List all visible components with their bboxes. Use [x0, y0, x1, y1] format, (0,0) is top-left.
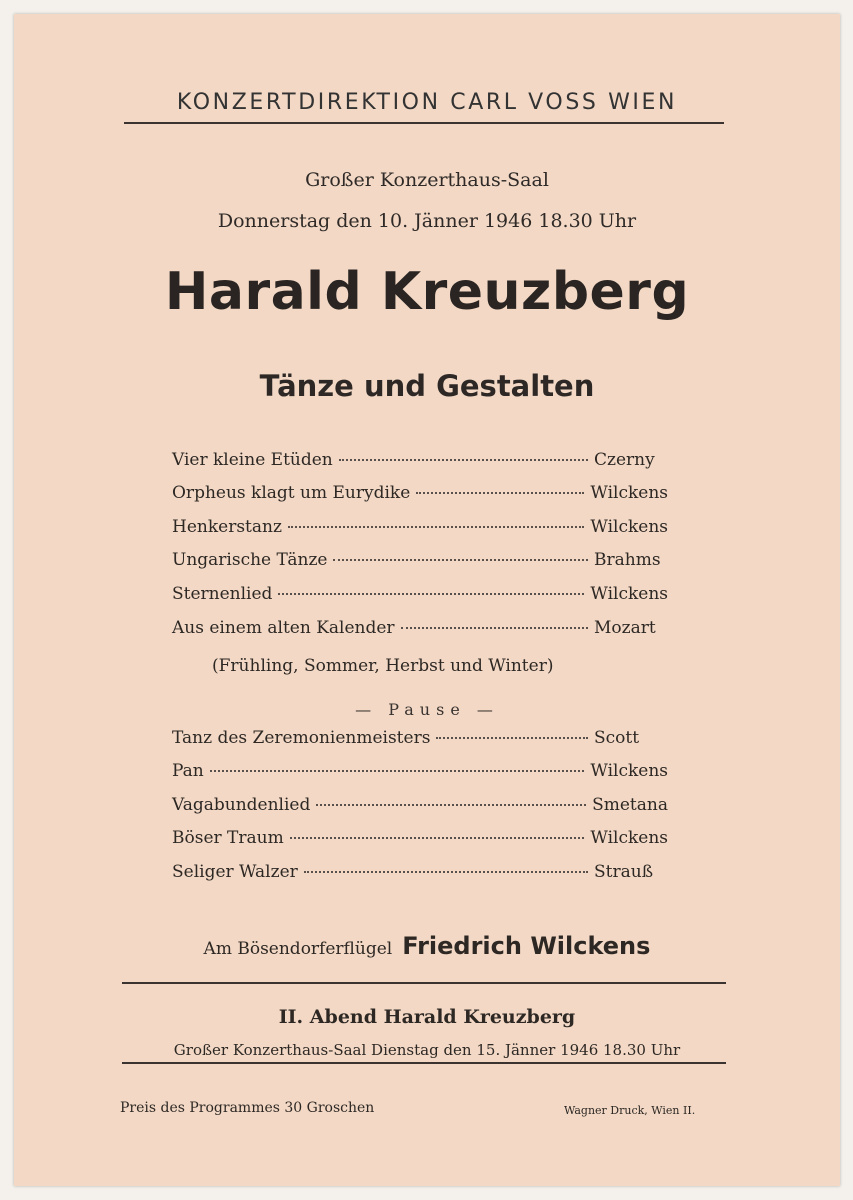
- piece-title: Pan: [172, 761, 204, 781]
- piece-title: Böser Traum: [172, 828, 284, 848]
- pianist-name: Friedrich Wilckens: [402, 932, 651, 960]
- piece-title: Tanz des Zeremonienmeisters: [172, 728, 431, 748]
- composer: Wilckens: [590, 584, 668, 604]
- dot-leader: [210, 770, 585, 772]
- intermission: — Pause —: [355, 700, 499, 719]
- composer: Strauß: [594, 862, 654, 882]
- dot-leader: [416, 492, 584, 494]
- piece-title: Vagabundenlied: [172, 795, 311, 815]
- dot-leader: [304, 871, 588, 873]
- dot-leader: [333, 559, 588, 561]
- composer: Wilckens: [590, 761, 668, 781]
- composer: Wilckens: [590, 828, 668, 848]
- program-price: Preis des Programmes 30 Groschen: [120, 1100, 375, 1116]
- program-subtitle: Tänze und Gestalten: [259, 369, 595, 403]
- composer: Brahms: [594, 550, 661, 570]
- printer-credit: Wagner Druck, Wien II.: [564, 1104, 696, 1117]
- second-evening-detail: Großer Konzerthaus-Saal Dienstag den 15. Jänner 1946 18.30 Uhr: [173, 1041, 681, 1059]
- piece-note: (Frühling, Sommer, Herbst und Winter): [212, 656, 554, 676]
- program-item: [172, 584, 668, 610]
- composer: Wilckens: [590, 483, 668, 503]
- venue: Großer Konzerthaus-Saal: [305, 169, 549, 191]
- program-item: [172, 550, 668, 576]
- dot-leader: [290, 837, 585, 839]
- dot-leader: [436, 737, 588, 739]
- piece-title: Orpheus klagt um Eurydike: [172, 483, 411, 503]
- second-evening-title: II. Abend Harald Kreuzberg: [278, 1006, 576, 1028]
- program-sheet: [14, 14, 840, 1186]
- program-item: [172, 450, 668, 476]
- program-item: [172, 795, 668, 821]
- dot-leader: [278, 593, 584, 595]
- composer: Wilckens: [590, 517, 668, 537]
- program-item: [172, 761, 668, 787]
- event-datetime: Donnerstag den 10. Jänner 1946 18.30 Uhr: [217, 210, 637, 232]
- piece-title: Ungarische Tänze: [172, 550, 328, 570]
- piece-title: Vier kleine Etüden: [172, 450, 333, 470]
- performer-name: Harald Kreuzberg: [164, 262, 690, 322]
- composer: Smetana: [592, 795, 668, 815]
- dot-leader: [401, 627, 588, 629]
- pianist-credit: [14, 932, 840, 960]
- composer: Scott: [594, 728, 640, 748]
- dot-leader: [316, 804, 586, 806]
- program-item: [172, 517, 668, 543]
- divider-rule: [122, 982, 726, 984]
- piece-title: Seliger Walzer: [172, 862, 298, 882]
- program-item: [172, 828, 668, 854]
- program-item: [172, 728, 668, 754]
- program-item: [172, 483, 668, 509]
- composer: Czerny: [594, 450, 655, 470]
- piece-title: Aus einem alten Kalender: [172, 618, 395, 638]
- divider-rule: [122, 1062, 726, 1064]
- program-item: [172, 618, 668, 644]
- composer: Mozart: [594, 618, 656, 638]
- dot-leader: [288, 526, 584, 528]
- program-item: [172, 862, 668, 888]
- piece-title: Sternenlied: [172, 584, 273, 604]
- piece-title: Henkerstanz: [172, 517, 282, 537]
- header-rule: [124, 122, 724, 124]
- pianist-label: Am Bösendorferflügel: [203, 939, 393, 959]
- agency-header: KONZERTDIREKTION CARL VOSS WIEN: [176, 90, 678, 115]
- dot-leader: [339, 459, 588, 461]
